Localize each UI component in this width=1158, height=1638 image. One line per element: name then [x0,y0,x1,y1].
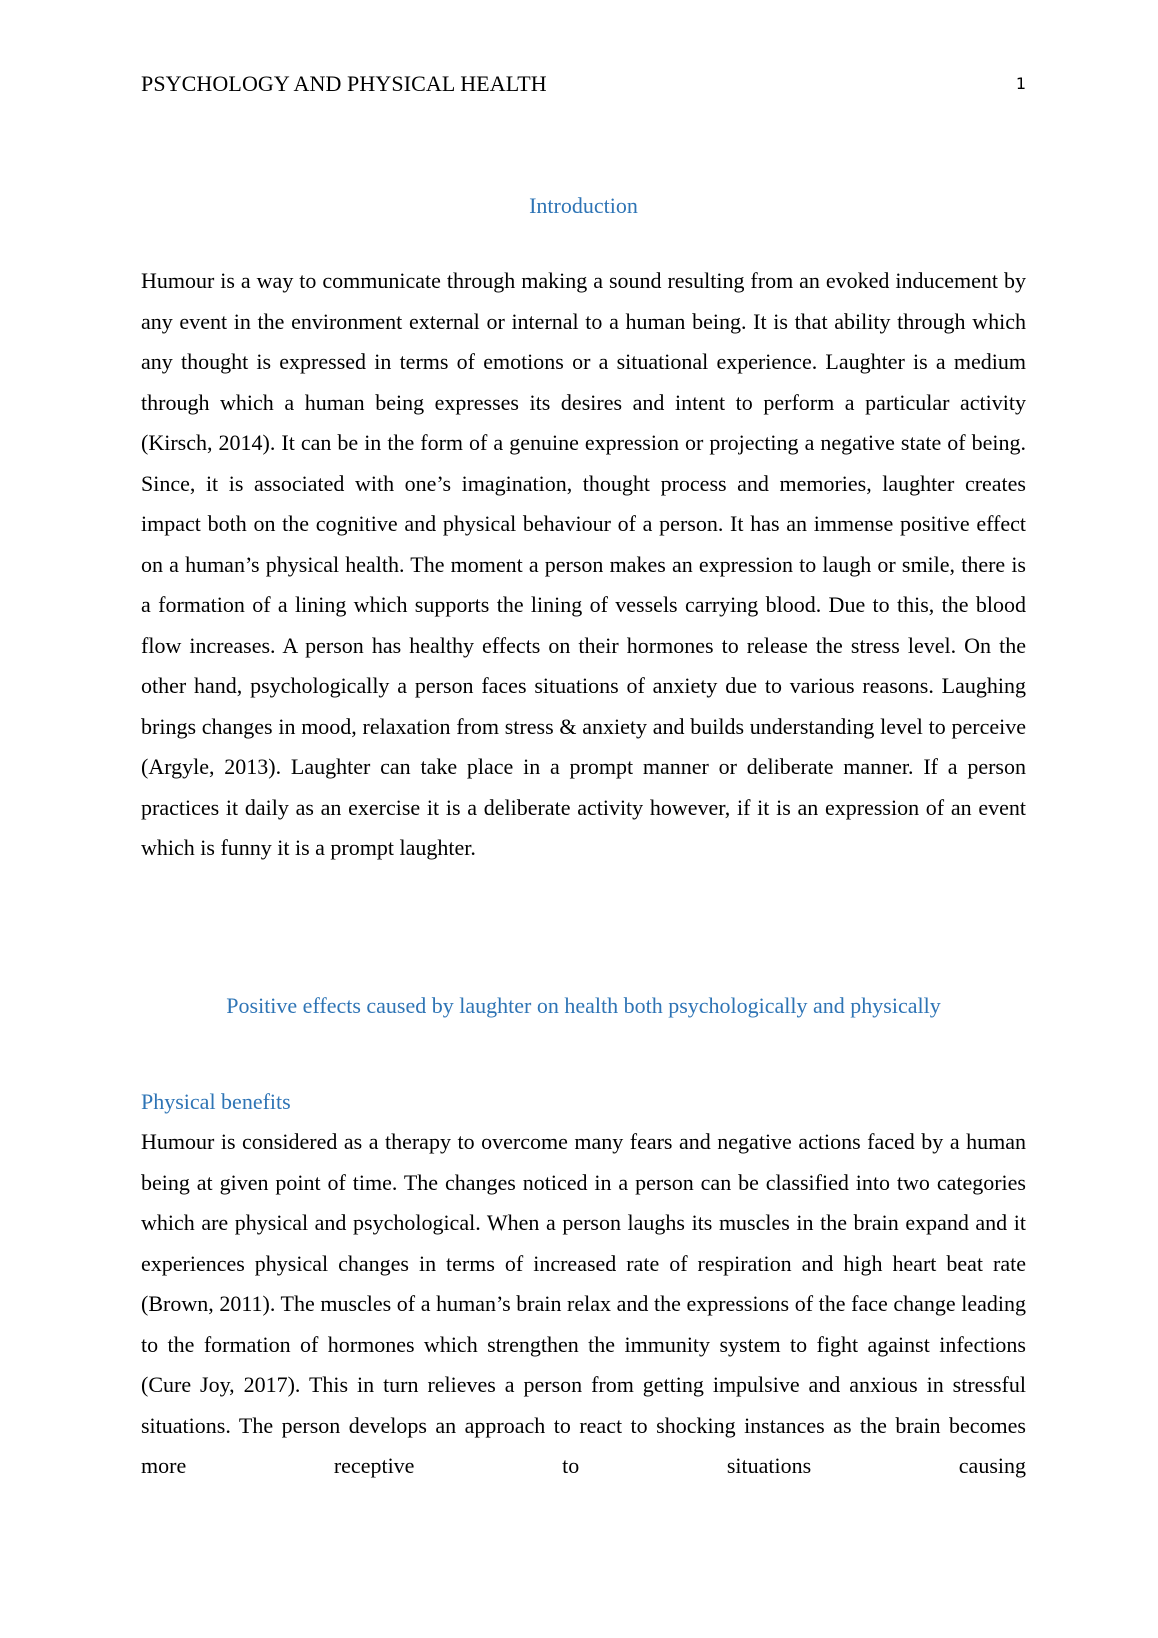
introduction-paragraph: Humour is a way to communicate through making a sound resulting from an evoked inducement by any event in the environment external or internal to a human being. It is that ability through which any thought is expressed in terms of emotions or a situational experience. Laughter is a medium through which a human being expresses its desires and intent to perform a particular activity (Kirsch, 2014). It can be in the form of a genuine expression or projecting a negative state of being. Since, it is associated with one’s imagination, thought process and memories, laughter creates impact both on the cognitive and physical behaviour of a person. It has an immense positive effect on a human’s physical health. The moment a person makes an expression to laugh or smile, there is a formation of a lining which supports the lining of vessels carrying blood. Due to this, the blood flow increases. A person has healthy effects on their hormones to release the stress level. On the other hand, psychologically a person faces situations of anxiety due to various reasons. Laughing brings changes in mood, relaxation from stress & anxiety and builds understanding level to perceive (Argyle, 2013). Laughter can take place in a prompt manner or deliberate manner. If a person practices it daily as an exercise it is a deliberate activity however, if it is an expression of an event which is funny it is a prompt laughter. [141,268,1026,860]
physical-benefits-paragraph: Humour is considered as a therapy to overcome many fears and negative actions faced by a human being at given point of time. The changes noticed in a person can be classified into two categories which are physical and psychological. When a person laughs its muscles in the brain expand and it experiences physical changes in terms of increased rate of respiration and high heart beat rate (Brown, 2011). The muscles of a human’s brain relax and the expressions of the face change leading to the formation of hormones which strengthen the immunity system to fight against infections (Cure Joy, 2017). This in turn relieves a person from getting impulsive and anxious in stressful situations. The person develops an approach to react to shocking instances as the brain becomes more receptive to situations causing [141,1129,1026,1478]
physical-benefits-heading: Physical benefits [141,1089,291,1114]
running-head: PSYCHOLOGY AND PHYSICAL HEALTH [141,71,547,96]
page-header [141,68,1026,100]
introduction-heading: Introduction [529,193,638,218]
page-number: 1 [1015,74,1026,93]
positive-effects-heading: Positive effects caused by laughter on health both psychologically and physically [226,993,941,1018]
